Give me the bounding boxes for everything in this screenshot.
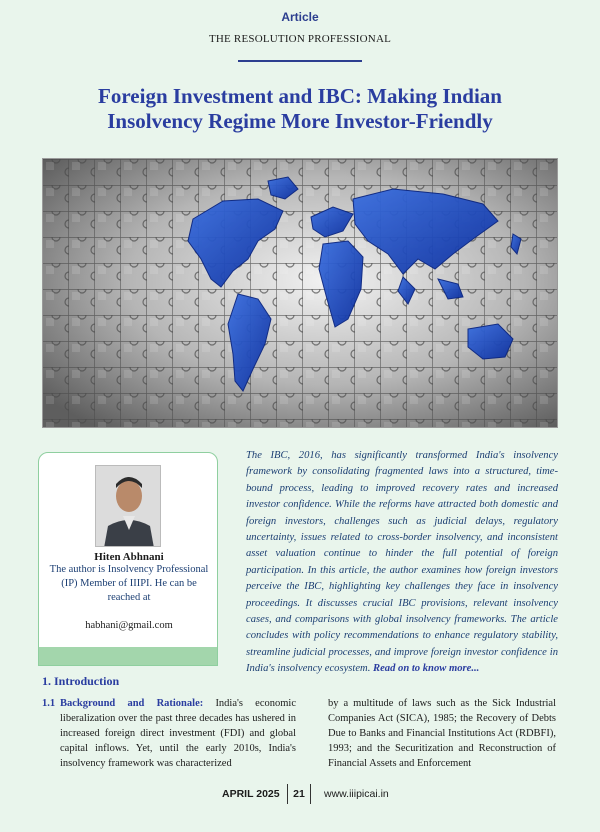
title-line-1: Foreign Investment and IBC: Making Indian [98, 84, 502, 108]
article-tag: Article [281, 10, 319, 24]
subsection-paragraph [60, 696, 296, 771]
footer-month: APRIL 2025 [222, 788, 280, 800]
title-line-2: Insolvency Regime More Investor-Friendly [107, 109, 493, 133]
article-title [40, 84, 560, 134]
author-name: Hiten Abhnani [94, 551, 164, 563]
section-heading: 1. Introduction [42, 674, 120, 688]
author-email[interactable]: habhani@gmail.com [85, 620, 173, 631]
abstract-text: The IBC, 2016, has significantly transformed India's insolvency framework by consolidating fragmented laws into a structured, time-bound process, leading to improved recovery rates and increased investor confidence. While the reforms have attracted both domestic and foreign investors, challenges such as judicial delays, regulatory uncertainty, issues related to cross-border insolvency, and inconsistent asset valuation continue to hinder the full potential of foreign participation. In this article, the author examines how foreign investors perceive the IBC, highlighting key challenges they face in insolvency proceedings. It discusses crucial IBC provisions, relevant insolvency cases, and comparisons with global insolvency frameworks. The article concludes with policy recommendations to enhance regulatory stability, streamline judicial processes, and improve foreign investor confidence in India's insolvency ecosystem. [246, 450, 558, 675]
read-on-link: Read on to know more... [373, 663, 480, 675]
author-box [38, 452, 218, 666]
author-box-band [39, 647, 218, 665]
body-column-1 [42, 696, 296, 771]
author-bio: The author is Insolvency Professional (IP) Member of IIIPI. He can be reached at [49, 564, 209, 603]
paragraph-text: India's economic liberalization over the past three decades has ushered in increased foreign direct investment (FDI) and global capital inflows. Yet, until the early 2010s, India's insolvency framework was characterized [60, 698, 297, 769]
author-photo [95, 465, 161, 547]
page-number: 21 [287, 784, 311, 804]
hero-image-world-map-puzzle [42, 158, 558, 428]
footer-website[interactable]: www.iiipicai.in [324, 788, 389, 800]
subsection-title: Background and Rationale: [60, 698, 204, 709]
page-footer [0, 784, 600, 804]
subsection-number: 1.1 [42, 698, 56, 709]
abstract [246, 448, 558, 678]
journal-underline [238, 60, 362, 62]
body-column-2: by a multitude of laws such as the Sick Industrial Companies Act (SICA), 1985; the Recovery of Debts Due to Banks and Financial Institutions Act (RDBFI), 1993; and the Securitization and Reconstruction of Financial Assets and Enforcement [328, 698, 556, 769]
journal-name: THE RESOLUTION PROFESSIONAL [208, 33, 392, 45]
